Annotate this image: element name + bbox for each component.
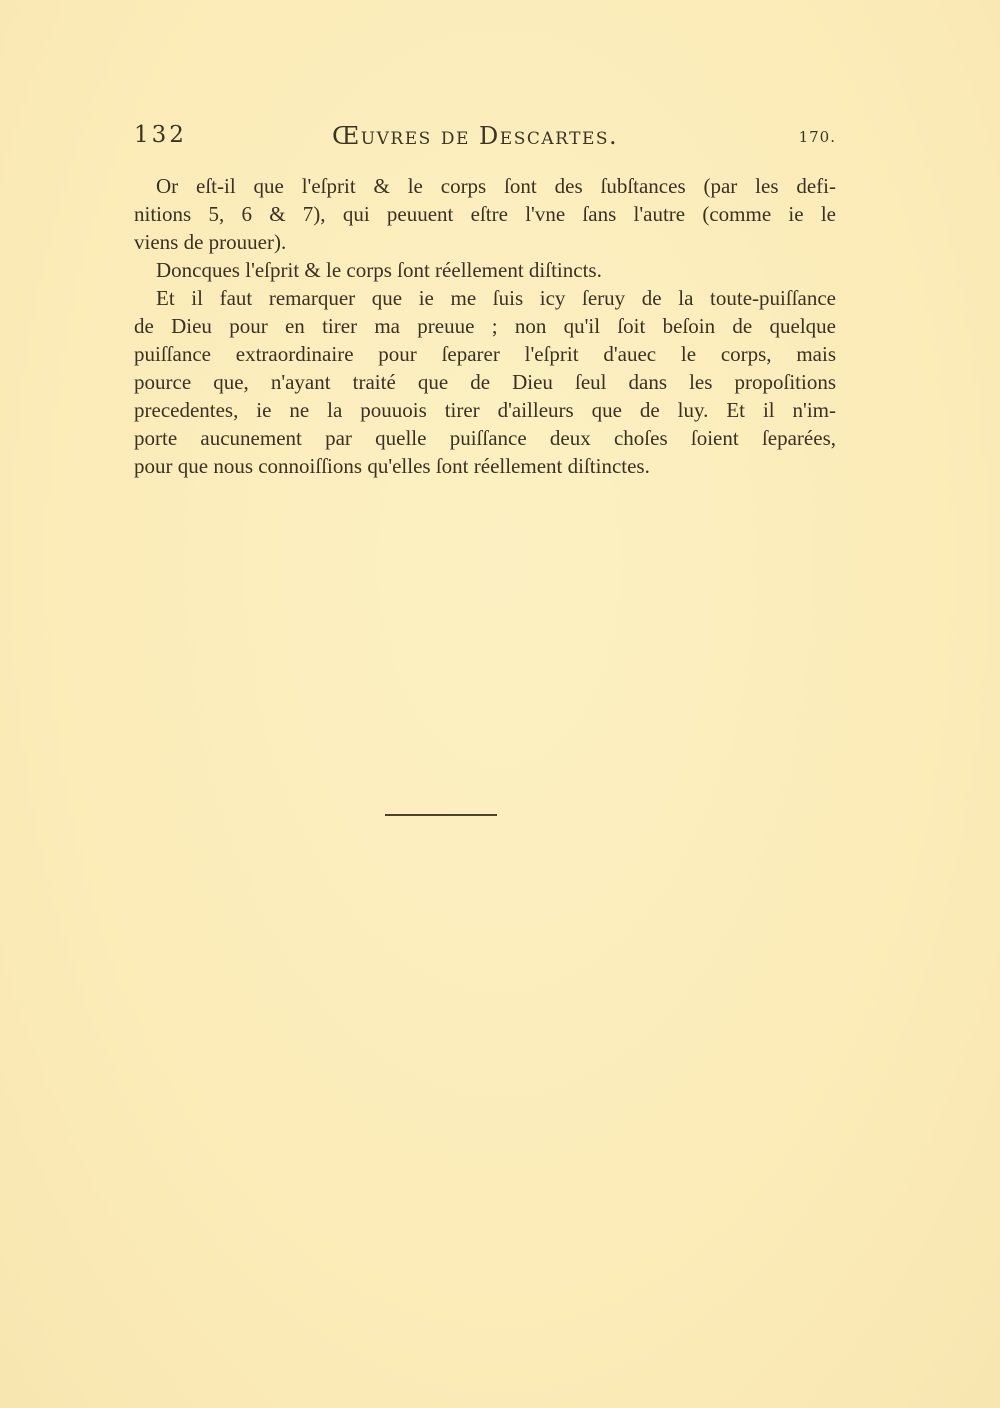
- text-line: Et il faut remarquer que ie me ſuis icy ſeruy de la toute-puiſſance: [156, 286, 836, 310]
- text-line: pource que, n'ayant traité que de Dieu ſeul dans les propoſitions: [134, 370, 836, 394]
- paragraph-3: [134, 284, 836, 480]
- text-line: Doncques l'eſprit & le corps ſont réellement diſtincts.: [156, 258, 602, 282]
- end-of-text-rule: [385, 814, 497, 816]
- paragraph-1: [134, 172, 836, 256]
- running-head: [134, 122, 836, 158]
- text-line: viens de prouuer).: [134, 230, 287, 254]
- text-line: pour que nous connoiſſions qu'elles ſont réellement diſtinctes.: [134, 454, 650, 478]
- body-text: [134, 172, 836, 480]
- text-line: precedentes, ie ne la pouuois tirer d'ailleurs que de luy. Et il n'im-: [134, 398, 836, 422]
- text-line: porte aucunement par quelle puiſſance deux choſes ſoient ſeparées,: [134, 426, 836, 450]
- page-number: 132: [134, 122, 187, 148]
- paragraph-2: [134, 256, 836, 284]
- text-line: nitions 5, 6 & 7), qui peuuent eſtre l'vne ſans l'autre (comme ie le: [134, 202, 836, 226]
- text-line: puiſſance extraordinaire pour ſeparer l'eſprit d'auec le corps, mais: [134, 342, 836, 366]
- book-title: Œuvres de Descartes.: [332, 122, 619, 150]
- text-line: de Dieu pour en tirer ma preuue ; non qu'il ſoit beſoin de quelque: [134, 314, 836, 338]
- text-line: Or eſt-il que l'eſprit & le corps ſont des ſubſtances (par les defi-: [156, 174, 836, 198]
- original-folio-number: 170.: [798, 128, 836, 146]
